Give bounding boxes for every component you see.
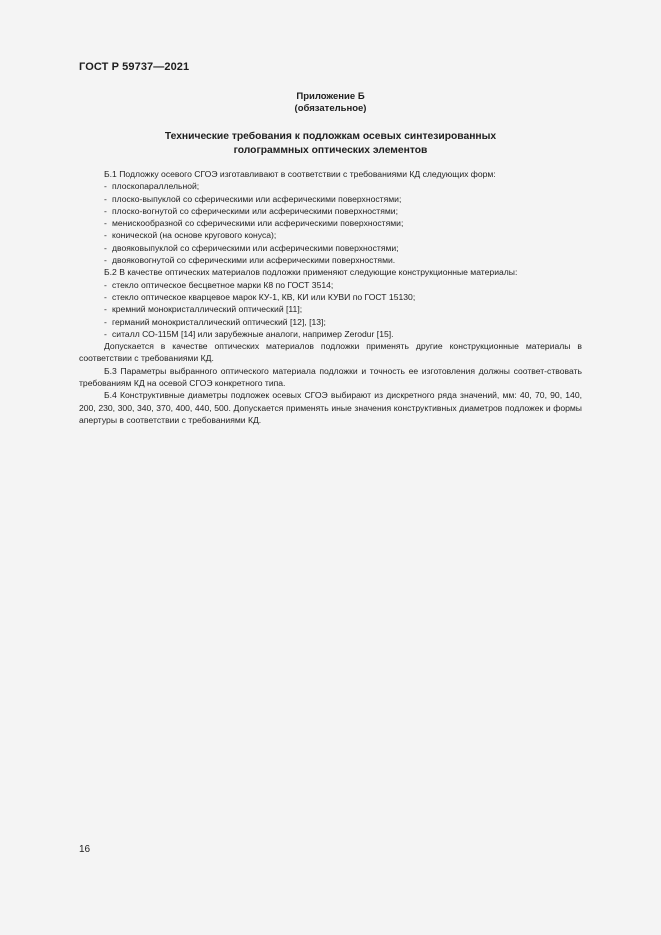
list-item: - германий монокристаллический оптический [12], [13]; bbox=[104, 316, 326, 327]
forms-list bbox=[79, 180, 582, 266]
paragraph-b2: Б.2 В качестве оптических материалов подложки применяют следующие конструкционные материалы: bbox=[104, 267, 518, 278]
list-dash: - bbox=[104, 205, 107, 216]
list-item: - плоскопараллельной; bbox=[104, 181, 200, 192]
paragraph-b3: Б.3 Параметры выбранного оптического материала подложки и точность ее изготовления должны соответ-ствовать требованиям КД на осевой СГОЭ конкретного типа. bbox=[79, 365, 582, 389]
list-item: - стекло оптическое кварцевое марок КУ-1, КВ, КИ или КУВИ по ГОСТ 15130; bbox=[104, 291, 416, 302]
list-dash: - bbox=[104, 279, 107, 290]
list-dash: - bbox=[104, 328, 107, 339]
list-dash: - bbox=[104, 193, 107, 204]
list-item: - двояковыпуклой со сферическими или асферическими поверхностями; bbox=[104, 242, 399, 253]
section-title bbox=[79, 130, 582, 157]
list-dash: - bbox=[104, 181, 107, 192]
materials-list bbox=[79, 279, 582, 340]
list-dash: - bbox=[104, 218, 107, 229]
list-dash: - bbox=[104, 255, 107, 266]
section-title-line-1: Технические требования к подложкам осевых синтезированных bbox=[164, 131, 497, 142]
list-item: - двояковогнутой со сферическими или асферическими поверхностями. bbox=[104, 255, 396, 266]
document-body bbox=[79, 168, 582, 426]
paragraph-alternatives: Допускается в качестве оптических материалов подложки применять другие конструкционные материалы в соответствии с требованиями КД. bbox=[79, 341, 582, 364]
list-item: - стекло оптическое бесцветное марки К8 по ГОСТ 3514; bbox=[104, 279, 334, 290]
list-item: - плоско-выпуклой со сферическими или асферическими поверхностями; bbox=[104, 193, 402, 204]
list-item: - конической (на основе кругового конуса); bbox=[104, 230, 277, 241]
paragraph-b4: Б.4 Конструктивные диаметры подложек осевых СГОЭ выбирают из дискретного ряда значений, мм: 40, 70, 90, 140, 200, 230, 300, 340, 370, 400, 440, 500. Допускается применять иные значения конструктивных диаметров подложек и формы апертуры в соответствии с требованиями КД. bbox=[79, 390, 582, 425]
list-item: - ситалл СО-115М [14] или зарубежные аналоги, например Zerodur [15]. bbox=[104, 328, 394, 339]
list-dash: - bbox=[104, 230, 107, 241]
list-item: - кремний монокристаллический оптический [11]; bbox=[104, 304, 303, 315]
list-item: - менискообразной со сферическими или асферическими поверхностями; bbox=[104, 218, 404, 229]
paragraph-b1: Б.1 Подложку осевого СГОЭ изготавливают в соответствии с требованиями КД следующих форм: bbox=[104, 169, 496, 179]
annex-status: (обязательное) bbox=[294, 103, 367, 114]
list-dash: - bbox=[104, 304, 107, 315]
list-dash: - bbox=[104, 291, 107, 302]
annex-title: Приложение Б bbox=[296, 91, 365, 102]
list-dash: - bbox=[104, 316, 107, 327]
list-dash: - bbox=[104, 242, 107, 253]
section-title-line-2: голограммных оптических элементов bbox=[233, 144, 428, 156]
standard-designation: ГОСТ Р 59737—2021 bbox=[79, 61, 190, 73]
page-number: 16 bbox=[79, 844, 91, 855]
list-item: - плоско-вогнутой со сферическими или асферическими поверхностями; bbox=[104, 205, 398, 216]
